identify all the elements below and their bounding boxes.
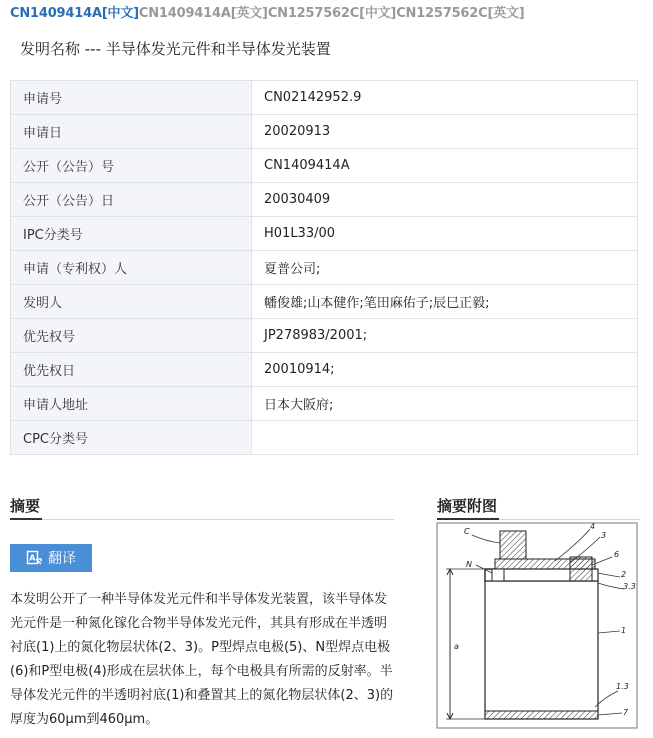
label-3-3: 3.3 — [623, 582, 636, 591]
info-value: 夏普公司; — [252, 251, 638, 285]
info-value: 20010914; — [252, 353, 638, 387]
label-7: 7 — [623, 708, 629, 717]
info-row — [11, 115, 638, 149]
label-n: N — [466, 560, 472, 569]
info-value: CN1409414A — [252, 149, 638, 183]
info-row — [11, 217, 638, 251]
info-row — [11, 251, 638, 285]
info-row — [11, 285, 638, 319]
info-key: IPC分类号 — [11, 217, 252, 251]
info-key: 优先权日 — [11, 353, 252, 387]
info-row — [11, 353, 638, 387]
label-2: 2 — [621, 570, 627, 579]
label-a: a — [454, 642, 459, 651]
info-row — [11, 319, 638, 353]
tab-lang-0[interactable]: [中文] — [101, 6, 139, 21]
abstract-divider — [10, 519, 394, 520]
info-row — [11, 149, 638, 183]
label-1: 1 — [621, 626, 627, 635]
translate-icon — [26, 550, 42, 566]
label-1-3: 1.3 — [616, 682, 629, 691]
info-key: 申请（专利权）人 — [11, 251, 252, 285]
info-key: 申请日 — [11, 115, 252, 149]
info-row — [11, 421, 638, 455]
document-tabs — [10, 2, 525, 21]
info-key: 公开（公告）日 — [11, 183, 252, 217]
info-key: CPC分类号 — [11, 421, 252, 455]
figure-divider-accent — [437, 518, 499, 520]
info-key: 申请人地址 — [11, 387, 252, 421]
info-value: H01L33/00 — [252, 217, 638, 251]
substrate-shape — [485, 581, 598, 719]
info-key: 申请号 — [11, 81, 252, 115]
info-value: JP278983/2001; — [252, 319, 638, 353]
tab-code-2[interactable]: CN1257562C — [267, 6, 360, 21]
tab-lang-3[interactable]: [英文] — [487, 6, 525, 21]
info-row — [11, 81, 638, 115]
info-value: 幡俊雄;山本健作;笔田麻佑子;辰巳正毅; — [252, 285, 638, 319]
label-4: 4 — [590, 522, 596, 531]
abstract-heading: 摘要 — [10, 497, 41, 515]
info-value: 日本大阪府; — [252, 387, 638, 421]
figure-heading: 摘要附图 — [437, 497, 498, 515]
info-key: 优先权号 — [11, 319, 252, 353]
info-value: CN02142952.9 — [252, 81, 638, 115]
info-value: 20030409 — [252, 183, 638, 217]
page-title: 发明名称 --- 半导体发光元件和半导体发光装置 — [20, 40, 331, 58]
patent-info-table — [10, 80, 638, 455]
translate-button[interactable] — [10, 544, 92, 572]
tab-lang-1[interactable]: [英文] — [230, 6, 268, 21]
label-c: C — [464, 527, 470, 536]
info-key: 公开（公告）号 — [11, 149, 252, 183]
label-3: 3 — [601, 531, 607, 540]
info-value: 20020913 — [252, 115, 638, 149]
bottom-layer-shape — [485, 711, 598, 719]
tab-code-0[interactable]: CN1409414A — [10, 6, 102, 21]
p-pad-shape — [500, 531, 526, 559]
abstract-text: 本发明公开了一种半导体发光元件和半导体发光装置，该半导体发光元件是一种氮化镓化合物半导体发光元件，其具有形成在半透明衬底(1)上的氮化物层状体(2、3)。P型焊点电极(5)、N型焊点电极(6)和P型电极(4)形成在层状体上，每个电极具有所需的反射率。半导体发光元件的半透明衬底(1)和叠置其上的氮化物层状体(2、3)的厚度为60μm到460μm。 — [10, 592, 394, 727]
svg-text:A: A — [29, 553, 36, 563]
info-key: 发明人 — [11, 285, 252, 319]
info-value — [252, 421, 638, 455]
label-6: 6 — [614, 550, 620, 559]
tab-code-1[interactable]: CN1409414A — [138, 6, 231, 21]
translate-label: 翻译 — [48, 551, 76, 567]
tab-lang-2[interactable]: [中文] — [359, 6, 397, 21]
abstract-divider-accent — [10, 518, 42, 520]
tab-code-3[interactable]: CN1257562C — [396, 6, 488, 21]
info-row — [11, 387, 638, 421]
abstract-figure[interactable] — [430, 521, 640, 731]
info-row — [11, 183, 638, 217]
